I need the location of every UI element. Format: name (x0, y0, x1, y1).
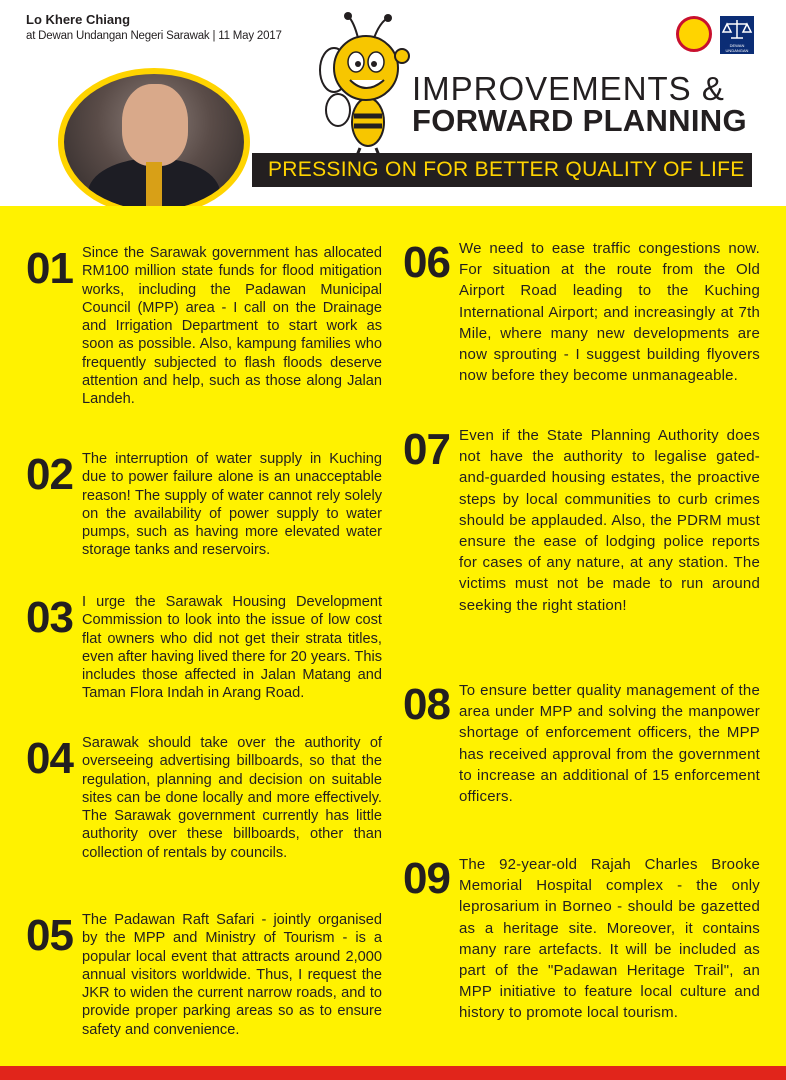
point-number: 04 (26, 734, 73, 783)
point-text: We need to ease traffic congestions now. For situation at the route from the Old Airport Road leading to the Kuching International Airport; and increasingly at 7th Mile, where many new developments are now sprouting - I suggest building flyovers now before they become unmanageable. (459, 240, 760, 385)
party-logo-icon (676, 16, 712, 52)
logos (676, 16, 756, 63)
logo-text: DEWAN UNDANGAN NEGERI SARAWAK (725, 43, 749, 63)
point-text: The Padawan Raft Safari - jointly organised by the MPP and Ministry of Tourism - is a popular local event that attracts around 2,000 annual visitors worldwide. Thus, I request the JKR to widen the current narrow roads, and to provide proper parking areas so as to ensure safety and convenience. (82, 912, 382, 1038)
point-text: Since the Sarawak government has allocated RM100 million state funds for flood mitigation works, including the Padawan Municipal Council (MPP) area - I call on the Drainage and Irrigation Department to start work as soon as possible. Also, kampung families who frequently subjected to flash floods deserve attention and help, such as those along Jalan Landeh. (82, 245, 382, 408)
point-text: The 92-year-old Rajah Charles Brooke Memorial Hospital complex - the only leprosarium in Borneo - should be gazetted as a heritage site. Moreover, it contains many rare artefacts. It will be included as part of the "Padawan Heritage Trail", an MPP initiative to feature local culture and history to promote local tourism. (459, 856, 760, 1022)
point-number: 01 (26, 244, 73, 293)
bee-mascot-icon (318, 10, 410, 160)
point-text: I urge the Sarawak Housing Development Commission to look into the issue of low cost flat owners who did not get their strata titles, even after having lived there for 20 years. This includes those affected in Jalan Matang and Taman Flora Indah in Arang Road. (82, 594, 382, 702)
header (0, 0, 786, 205)
speaker-meta: at Dewan Undangan Negeri Sarawak | 11 May 2017 (26, 30, 282, 42)
point-text: To ensure better quality management of the area under MPP and solving the manpower shortage of enforcement officers, the MPP has received approval from the government to increase an additional of 15 enforcement officers. (459, 682, 760, 806)
footer-red-bar (0, 1066, 786, 1080)
dun-sarawak-logo (720, 16, 754, 63)
point-number: 02 (26, 450, 73, 499)
scales-icon (720, 16, 754, 42)
point-number: 07 (403, 425, 450, 474)
speaker-photo (58, 68, 250, 216)
point-text: Sarawak should take over the authority of overseeing advertising billboards, so that the regulation, planning and decision on suitable sites can be done locally and more effectively. The Sarawak government currently has little authority over these billboards, other than collection of rentals by councils. (82, 735, 382, 861)
point-number: 03 (26, 593, 73, 642)
subtitle-banner (252, 153, 752, 187)
content-panel (0, 206, 786, 1066)
point-number: 06 (403, 238, 450, 287)
subtitle-text: PRESSING ON FOR BETTER QUALITY OF LIFE (268, 158, 745, 181)
point-text: The interruption of water supply in Kuching due to power failure alone is an unacceptable reason! The supply of water cannot rely solely on the availability of power supply to water pumps, such as having more elevated water storage tanks and reservoirs. (82, 451, 382, 559)
point-number: 09 (403, 854, 450, 903)
title-line-2: FORWARD PLANNING (412, 103, 747, 138)
point-number: 08 (403, 680, 450, 729)
point-text: Even if the State Planning Authority does not have the authority to legalise gated-and-guarded housing estates, the proactive steps by local communities to curb crimes should be applauded. Also, the PDRM must ensure the ease of lodging police reports for cases of any nature, at any station. The victims must not be made to run around seeking the right station! (459, 427, 760, 614)
point-number: 05 (26, 911, 73, 960)
title-line-1: IMPROVEMENTS & (412, 70, 725, 107)
speaker-name: Lo Khere Chiang (26, 12, 131, 27)
